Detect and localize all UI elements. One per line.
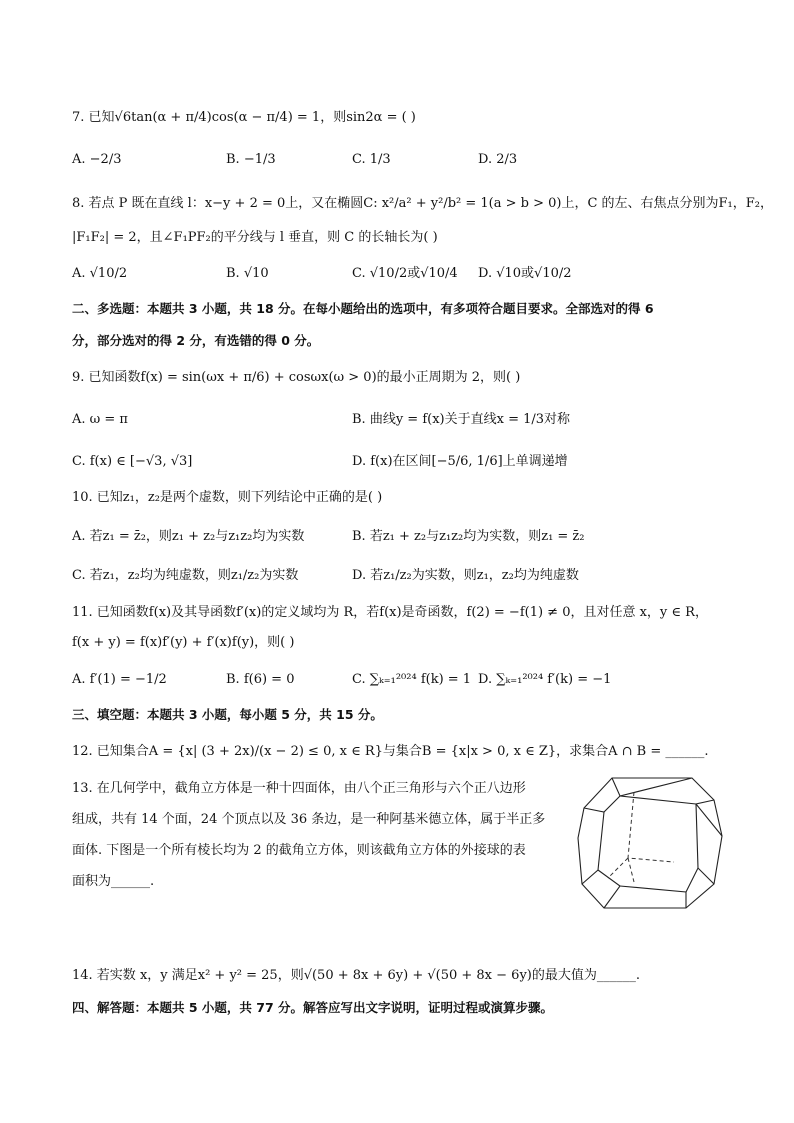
- q8-option-a: A. √10/2: [72, 266, 128, 281]
- q7-stem: 7. 已知√6tan(α + π/4)cos(α − π/4) = 1，则sin2α = ( ): [72, 110, 416, 125]
- q13-line3: 面体. 下图是一个所有棱长均为 2 的截角立方体，则该截角立方体的外接球的表: [72, 843, 526, 858]
- q10-option-d: D. 若z₁/z₂为实数，则z₁，z₂均为纯虚数: [352, 568, 579, 583]
- q14-stem: 14. 若实数 x，y 满足x² + y² = 25，则√(50 + 8x + 6y) + √(50 + 8x − 6y)的最大值为______.: [72, 968, 640, 983]
- truncated-cube-figure: [574, 770, 724, 912]
- q7-option-a: A. −2/3: [72, 152, 122, 167]
- q13-line1: 13. 在几何学中，截角立方体是一种十四面体，由八个正三角形与六个正八边形: [72, 781, 526, 796]
- q11-stem-line2: f(x + y) = f(x)f′(y) + f′(x)f(y)，则( ): [72, 635, 295, 650]
- q11-option-d: D. ∑ₖ₌₁²⁰²⁴ f′(k) = −1: [478, 672, 612, 687]
- q7-option-b: B. −1/3: [226, 152, 276, 167]
- q11-stem-line1: 11. 已知函数f(x)及其导函数f′(x)的定义域均为 R，若f(x)是奇函数，f(2) = −f(1) ≠ 0，且对任意 x，y ∈ R，: [72, 605, 708, 620]
- q8-option-c: C. √10/2或√10/4: [352, 266, 458, 281]
- q8-stem-line2: |F₁F₂| = 2，且∠F₁PF₂的平分线与 l 垂直，则 C 的长轴长为( ): [72, 230, 438, 245]
- section4-heading: 四、解答题：本题共 5 小题，共 77 分。解答应写出文字说明，证明过程或演算步骤。: [72, 1000, 554, 1015]
- section2-heading-line2: 分，部分选对的得 2 分，有选错的得 0 分。: [72, 333, 320, 348]
- q7-option-d: D. 2/3: [478, 152, 518, 167]
- q10-stem: 10. 已知z₁，z₂是两个虚数，则下列结论中正确的是( ): [72, 490, 383, 505]
- q9-option-a: A. ω = π: [72, 412, 128, 427]
- q8-option-b: B. √10: [226, 266, 269, 281]
- section3-heading: 三、填空题：本题共 3 小题，每小题 5 分，共 15 分。: [72, 707, 383, 722]
- q9-option-b: B. 曲线y = f(x)关于直线x = 1/3对称: [352, 412, 571, 427]
- q8-option-d: D. √10或√10/2: [478, 266, 572, 281]
- q10-option-b: B. 若z₁ + z₂与z₁z₂均为实数，则z₁ = z̄₂: [352, 529, 585, 544]
- q8-stem-line1: 8. 若点 P 既在直线 l：x−y + 2 = 0上，又在椭圆C: x²/a² + y²/b² = 1(a > b > 0)上，C 的左、右焦点分别为F₁，F₂，: [72, 196, 774, 211]
- q11-option-c: C. ∑ₖ₌₁²⁰²⁴ f(k) = 1: [352, 672, 472, 687]
- q9-stem: 9. 已知函数f(x) = sin(ωx + π/6) + cosωx(ω > 0)的最小正周期为 2，则( ): [72, 370, 521, 385]
- q10-option-c: C. 若z₁，z₂均为纯虚数，则z₁/z₂为实数: [72, 568, 299, 583]
- section2-heading-line1: 二、多选题：本题共 3 小题，共 18 分。在每小题给出的选项中，有多项符合题目要求。全部选对的得 6: [72, 301, 654, 316]
- q11-option-a: A. f′(1) = −1/2: [72, 672, 167, 687]
- q13-line2: 组成，共有 14 个面，24 个顶点以及 36 条边，是一种阿基米德立体，属于半正多: [72, 812, 546, 827]
- q12-stem: 12. 已知集合A = {x| (3 + 2x)/(x − 2) ≤ 0, x ∈ R}与集合B = {x|x > 0, x ∈ Z}，求集合A ∩ B = ______.: [72, 744, 709, 759]
- q13-line4: 面积为______.: [72, 874, 155, 889]
- q9-option-d: D. f(x)在区间[−5/6, 1/6]上单调递增: [352, 454, 568, 469]
- q11-option-b: B. f(6) = 0: [226, 672, 295, 687]
- q9-option-c: C. f(x) ∈ [−√3, √3]: [72, 454, 193, 469]
- q10-option-a: A. 若z₁ = z̄₂，则z₁ + z₂与z₁z₂均为实数: [72, 529, 305, 544]
- q7-option-c: C. 1/3: [352, 152, 391, 167]
